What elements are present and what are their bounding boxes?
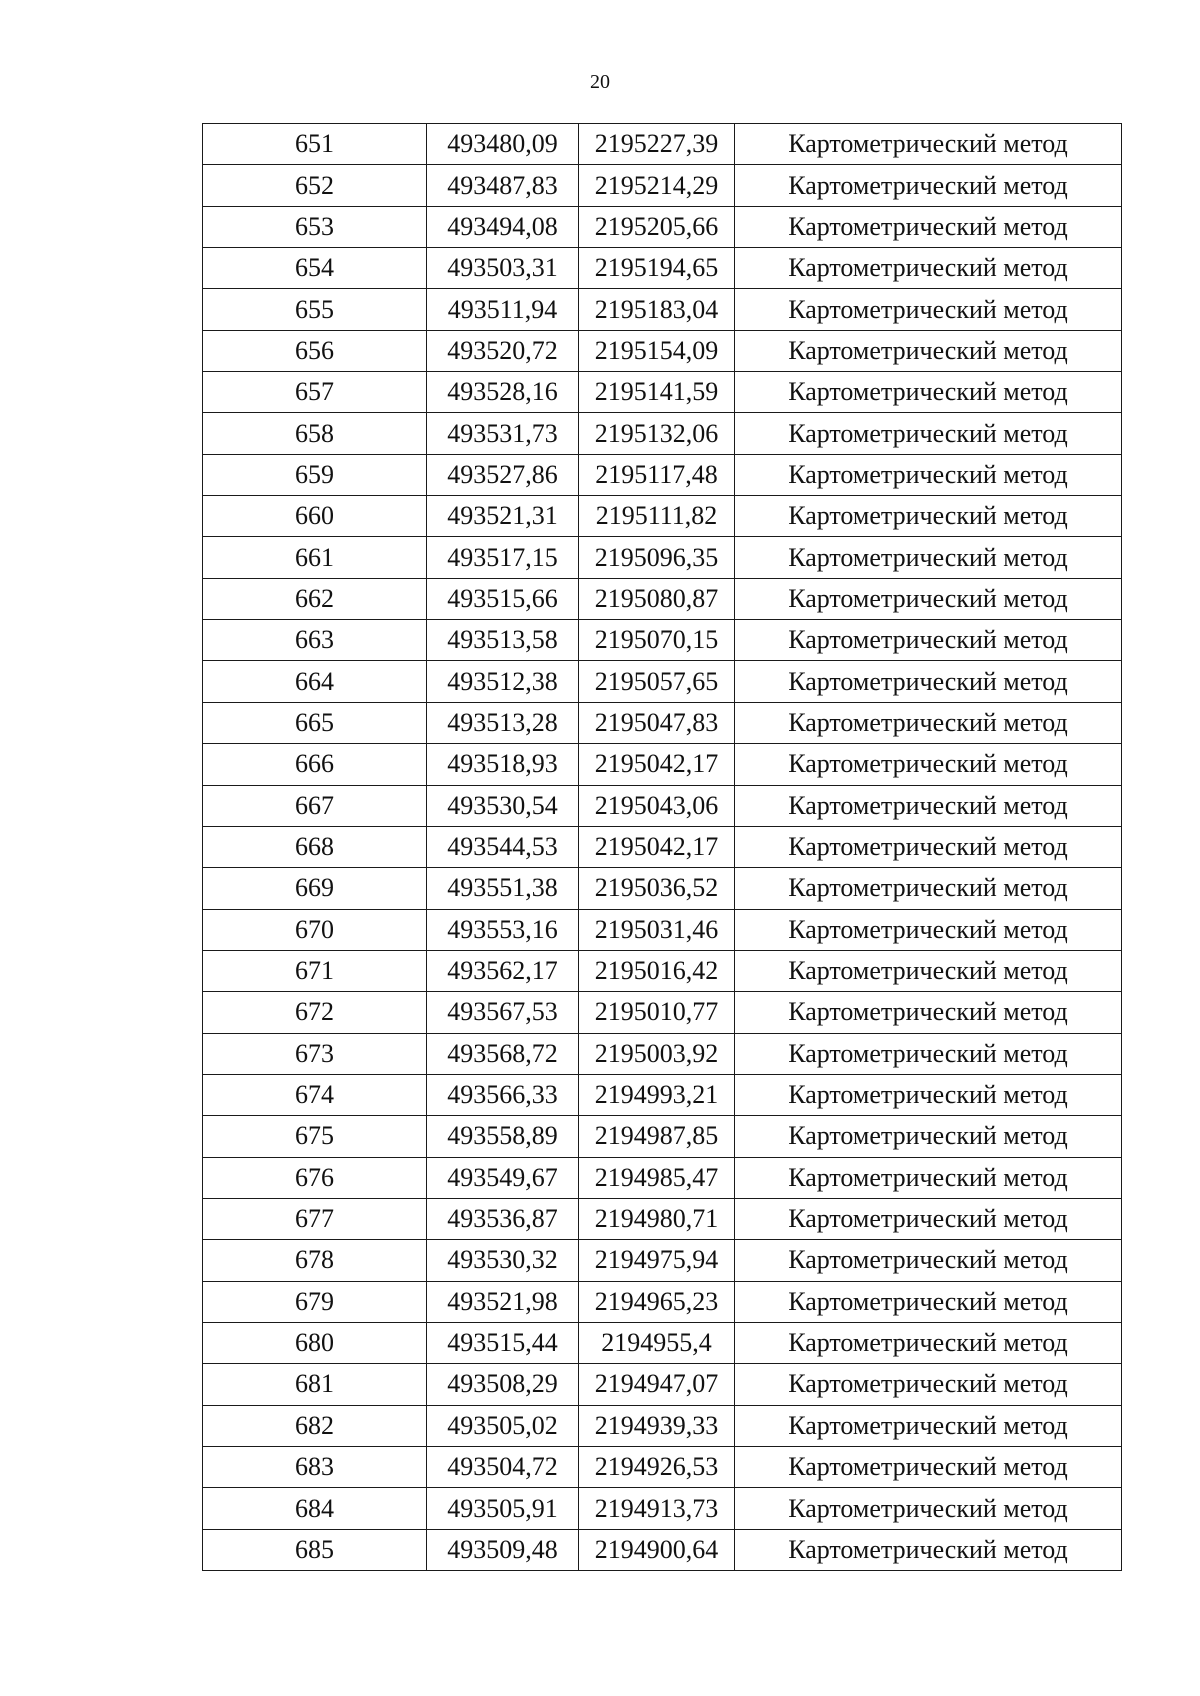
table-row (203, 289, 1122, 330)
coordinate-x-cell: 493527,86 (427, 454, 579, 495)
coordinate-y-cell: 2195096,35 (579, 537, 735, 578)
coordinate-y-cell: 2195154,09 (579, 330, 735, 371)
coordinate-y-cell: 2195016,42 (579, 950, 735, 991)
method-cell: Картометрический метод (735, 1405, 1122, 1446)
method-cell: Картометрический метод (735, 206, 1122, 247)
method-cell: Картометрический метод (735, 744, 1122, 785)
method-cell: Картометрический метод (735, 620, 1122, 661)
method-cell: Картометрический метод (735, 950, 1122, 991)
coordinate-y-cell: 2195117,48 (579, 454, 735, 495)
coordinate-y-cell: 2195036,52 (579, 868, 735, 909)
point-number-cell: 652 (203, 165, 427, 206)
coordinate-x-cell: 493528,16 (427, 372, 579, 413)
table-row (203, 909, 1122, 950)
table-row (203, 1240, 1122, 1281)
method-cell: Картометрический метод (735, 124, 1122, 165)
table-row (203, 1074, 1122, 1115)
coordinate-y-cell: 2195227,39 (579, 124, 735, 165)
method-cell: Картометрический метод (735, 826, 1122, 867)
method-cell: Картометрический метод (735, 289, 1122, 330)
coordinate-y-cell: 2195141,59 (579, 372, 735, 413)
table-row (203, 1447, 1122, 1488)
coordinate-y-cell: 2195183,04 (579, 289, 735, 330)
point-number-cell: 659 (203, 454, 427, 495)
table-row (203, 1281, 1122, 1322)
point-number-cell: 667 (203, 785, 427, 826)
table-row (203, 496, 1122, 537)
point-number-cell: 672 (203, 992, 427, 1033)
coordinate-y-cell: 2195205,66 (579, 206, 735, 247)
coordinate-x-cell: 493536,87 (427, 1198, 579, 1239)
coordinate-x-cell: 493513,28 (427, 702, 579, 743)
method-cell: Картометрический метод (735, 1322, 1122, 1363)
coordinate-x-cell: 493566,33 (427, 1074, 579, 1115)
point-number-cell: 655 (203, 289, 427, 330)
table-row (203, 1198, 1122, 1239)
coordinate-y-cell: 2194987,85 (579, 1116, 735, 1157)
table-row (203, 620, 1122, 661)
table-row (203, 454, 1122, 495)
method-cell: Картометрический метод (735, 661, 1122, 702)
coordinate-y-cell: 2194955,4 (579, 1322, 735, 1363)
point-number-cell: 666 (203, 744, 427, 785)
coordinate-y-cell: 2195070,15 (579, 620, 735, 661)
coordinate-x-cell: 493530,32 (427, 1240, 579, 1281)
coordinate-y-cell: 2195080,87 (579, 578, 735, 619)
coordinate-x-cell: 493513,58 (427, 620, 579, 661)
table-row (203, 950, 1122, 991)
point-number-cell: 676 (203, 1157, 427, 1198)
point-number-cell: 657 (203, 372, 427, 413)
coordinate-y-cell: 2195111,82 (579, 496, 735, 537)
point-number-cell: 651 (203, 124, 427, 165)
coordinates-table (202, 123, 1122, 1571)
table-row (203, 1488, 1122, 1529)
table-row (203, 330, 1122, 371)
coordinate-x-cell: 493551,38 (427, 868, 579, 909)
table-row (203, 785, 1122, 826)
coordinate-y-cell: 2194985,47 (579, 1157, 735, 1198)
coordinate-y-cell: 2194900,64 (579, 1529, 735, 1570)
coordinate-y-cell: 2195047,83 (579, 702, 735, 743)
coordinate-y-cell: 2195194,65 (579, 248, 735, 289)
method-cell: Картометрический метод (735, 248, 1122, 289)
coordinate-x-cell: 493549,67 (427, 1157, 579, 1198)
table-row (203, 1157, 1122, 1198)
coordinate-x-cell: 493568,72 (427, 1033, 579, 1074)
coordinate-y-cell: 2195042,17 (579, 744, 735, 785)
coordinate-y-cell: 2194939,33 (579, 1405, 735, 1446)
coordinate-x-cell: 493494,08 (427, 206, 579, 247)
method-cell: Картометрический метод (735, 537, 1122, 578)
method-cell: Картометрический метод (735, 1364, 1122, 1405)
coordinate-y-cell: 2194980,71 (579, 1198, 735, 1239)
coordinate-x-cell: 493531,73 (427, 413, 579, 454)
point-number-cell: 671 (203, 950, 427, 991)
coordinate-x-cell: 493530,54 (427, 785, 579, 826)
coordinate-y-cell: 2195031,46 (579, 909, 735, 950)
method-cell: Картометрический метод (735, 372, 1122, 413)
method-cell: Картометрический метод (735, 785, 1122, 826)
coordinate-x-cell: 493480,09 (427, 124, 579, 165)
coordinate-x-cell: 493509,48 (427, 1529, 579, 1570)
table-row (203, 826, 1122, 867)
point-number-cell: 680 (203, 1322, 427, 1363)
table-row (203, 702, 1122, 743)
method-cell: Картометрический метод (735, 496, 1122, 537)
table-row (203, 248, 1122, 289)
method-cell: Картометрический метод (735, 1529, 1122, 1570)
coordinate-y-cell: 2194975,94 (579, 1240, 735, 1281)
table-row (203, 124, 1122, 165)
coordinate-y-cell: 2194947,07 (579, 1364, 735, 1405)
coordinate-y-cell: 2194993,21 (579, 1074, 735, 1115)
point-number-cell: 661 (203, 537, 427, 578)
method-cell: Картометрический метод (735, 1157, 1122, 1198)
method-cell: Картометрический метод (735, 1488, 1122, 1529)
point-number-cell: 660 (203, 496, 427, 537)
table-row (203, 206, 1122, 247)
table-row (203, 868, 1122, 909)
table-row (203, 1364, 1122, 1405)
point-number-cell: 663 (203, 620, 427, 661)
coordinate-y-cell: 2195043,06 (579, 785, 735, 826)
method-cell: Картометрический метод (735, 868, 1122, 909)
coordinates-table-body (203, 124, 1122, 1571)
method-cell: Картометрический метод (735, 1447, 1122, 1488)
point-number-cell: 675 (203, 1116, 427, 1157)
coordinate-x-cell: 493567,53 (427, 992, 579, 1033)
point-number-cell: 668 (203, 826, 427, 867)
coordinate-x-cell: 493512,38 (427, 661, 579, 702)
coordinate-y-cell: 2195042,17 (579, 826, 735, 867)
coordinate-x-cell: 493558,89 (427, 1116, 579, 1157)
point-number-cell: 674 (203, 1074, 427, 1115)
coordinate-y-cell: 2195214,29 (579, 165, 735, 206)
coordinate-y-cell: 2195057,65 (579, 661, 735, 702)
point-number-cell: 679 (203, 1281, 427, 1322)
coordinate-x-cell: 493503,31 (427, 248, 579, 289)
table-row (203, 165, 1122, 206)
point-number-cell: 684 (203, 1488, 427, 1529)
point-number-cell: 664 (203, 661, 427, 702)
point-number-cell: 685 (203, 1529, 427, 1570)
method-cell: Картометрический метод (735, 1116, 1122, 1157)
coordinate-x-cell: 493515,66 (427, 578, 579, 619)
point-number-cell: 681 (203, 1364, 427, 1405)
point-number-cell: 683 (203, 1447, 427, 1488)
coordinate-x-cell: 493504,72 (427, 1447, 579, 1488)
point-number-cell: 678 (203, 1240, 427, 1281)
table-row (203, 537, 1122, 578)
method-cell: Картометрический метод (735, 1198, 1122, 1239)
method-cell: Картометрический метод (735, 909, 1122, 950)
table-row (203, 1033, 1122, 1074)
method-cell: Картометрический метод (735, 1281, 1122, 1322)
coordinate-y-cell: 2194913,73 (579, 1488, 735, 1529)
point-number-cell: 665 (203, 702, 427, 743)
table-row (203, 1322, 1122, 1363)
coordinate-x-cell: 493553,16 (427, 909, 579, 950)
table-row (203, 578, 1122, 619)
point-number-cell: 656 (203, 330, 427, 371)
table-row (203, 1405, 1122, 1446)
coordinate-x-cell: 493521,31 (427, 496, 579, 537)
table-row (203, 372, 1122, 413)
method-cell: Картометрический метод (735, 992, 1122, 1033)
table-row (203, 744, 1122, 785)
coordinate-x-cell: 493518,93 (427, 744, 579, 785)
method-cell: Картометрический метод (735, 165, 1122, 206)
coordinate-x-cell: 493505,91 (427, 1488, 579, 1529)
point-number-cell: 653 (203, 206, 427, 247)
coordinate-x-cell: 493511,94 (427, 289, 579, 330)
table-row (203, 413, 1122, 454)
point-number-cell: 677 (203, 1198, 427, 1239)
point-number-cell: 654 (203, 248, 427, 289)
coordinate-y-cell: 2194965,23 (579, 1281, 735, 1322)
coordinate-y-cell: 2195132,06 (579, 413, 735, 454)
method-cell: Картометрический метод (735, 413, 1122, 454)
method-cell: Картометрический метод (735, 1074, 1122, 1115)
coordinate-y-cell: 2195003,92 (579, 1033, 735, 1074)
coordinate-y-cell: 2195010,77 (579, 992, 735, 1033)
point-number-cell: 658 (203, 413, 427, 454)
point-number-cell: 673 (203, 1033, 427, 1074)
point-number-cell: 670 (203, 909, 427, 950)
table-row (203, 661, 1122, 702)
table-row (203, 1116, 1122, 1157)
point-number-cell: 682 (203, 1405, 427, 1446)
method-cell: Картометрический метод (735, 330, 1122, 371)
coordinate-x-cell: 493487,83 (427, 165, 579, 206)
method-cell: Картометрический метод (735, 1240, 1122, 1281)
method-cell: Картометрический метод (735, 454, 1122, 495)
coordinate-x-cell: 493520,72 (427, 330, 579, 371)
method-cell: Картометрический метод (735, 578, 1122, 619)
page-number: 20 (590, 71, 610, 93)
coordinate-x-cell: 493562,17 (427, 950, 579, 991)
coordinate-x-cell: 493515,44 (427, 1322, 579, 1363)
coordinate-x-cell: 493505,02 (427, 1405, 579, 1446)
coordinate-x-cell: 493508,29 (427, 1364, 579, 1405)
coordinate-x-cell: 493544,53 (427, 826, 579, 867)
point-number-cell: 662 (203, 578, 427, 619)
coordinate-x-cell: 493521,98 (427, 1281, 579, 1322)
coordinate-x-cell: 493517,15 (427, 537, 579, 578)
method-cell: Картометрический метод (735, 702, 1122, 743)
coordinate-y-cell: 2194926,53 (579, 1447, 735, 1488)
table-row (203, 992, 1122, 1033)
table-row (203, 1529, 1122, 1570)
point-number-cell: 669 (203, 868, 427, 909)
method-cell: Картометрический метод (735, 1033, 1122, 1074)
